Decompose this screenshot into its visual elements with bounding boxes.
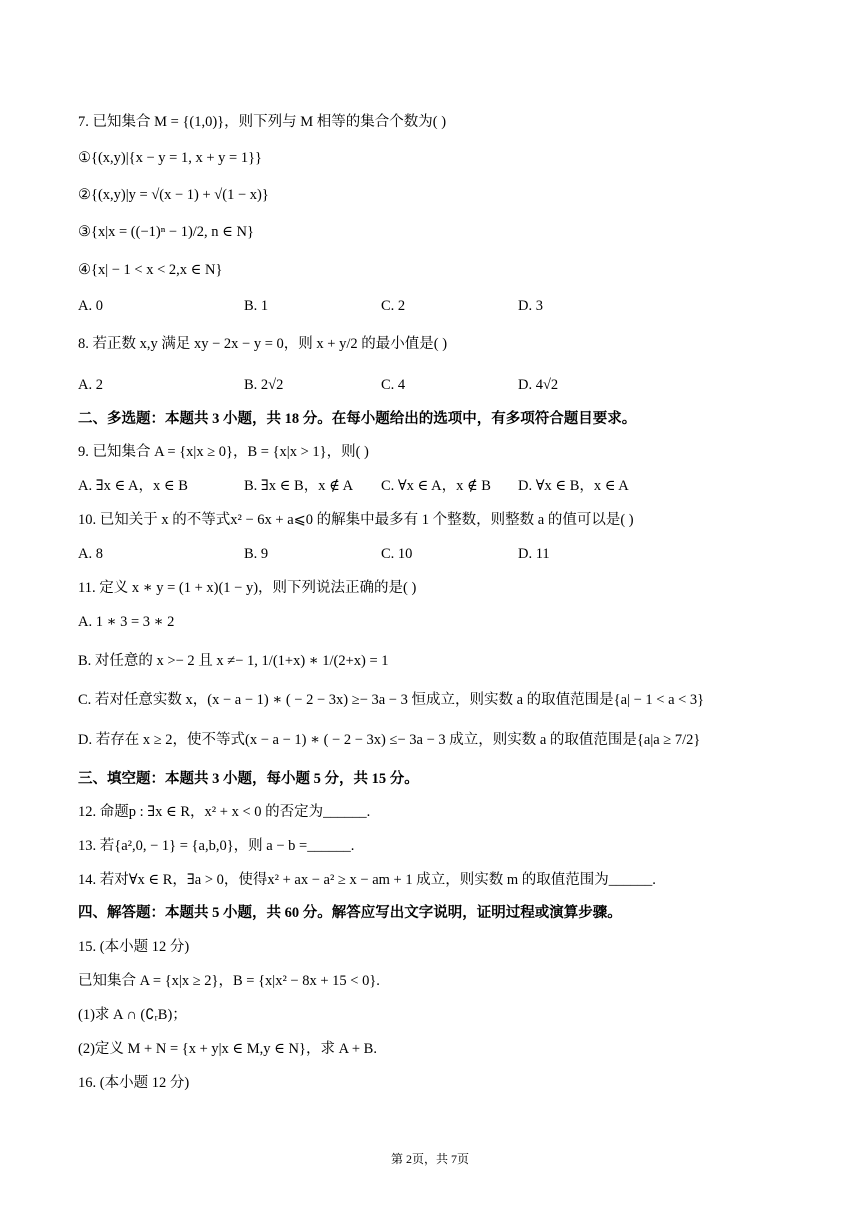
question-10-option-a: A. 8 [78, 546, 103, 562]
question-10-option-d: D. 11 [518, 546, 550, 562]
question-7-item-2: ②{(x,y)|y = √(x − 1) + √(1 − x)} [78, 187, 269, 203]
question-11-stem: 11. 定义 x ∗ y = (1 + x)(1 − y)，则下列说法正确的是( ) [78, 580, 417, 596]
question-15-stem: 已知集合 A = {x|x ≥ 2}，B = {x|x² − 8x + 15 < 0}. [78, 973, 380, 989]
question-9-stem: 9. 已知集合 A = {x|x ≥ 0}，B = {x|x > 1}，则( ) [78, 444, 369, 460]
question-13: 13. 若{a²,0, − 1} = {a,b,0}，则 a − b =______. [78, 838, 355, 854]
question-7-item-4: ④{x| − 1 < x < 2,x ∈ N} [78, 262, 223, 278]
question-12: 12. 命题p : ∃x ∈ R，x² + x < 0 的否定为______. [78, 804, 371, 820]
question-9-option-c: C. ∀x ∈ A，x ∉ B [381, 478, 491, 494]
question-11-option-b: B. 对任意的 x >− 2 且 x ≠− 1, 1/(1+x) ∗ 1/(2+x) = 1 [78, 653, 389, 669]
question-9-option-a: A. ∃x ∈ A，x ∈ B [78, 478, 188, 494]
question-10-stem: 10. 已知关于 x 的不等式x² − 6x + a⩽0 的解集中最多有 1 个整数，则整数 a 的值可以是( ) [78, 512, 634, 528]
question-14: 14. 若对∀x ∈ R，∃a > 0，使得x² + ax − a² ≥ x − am + 1 成立，则实数 m 的取值范围为______. [78, 872, 656, 888]
question-9-option-b: B. ∃x ∈ B，x ∉ A [244, 478, 354, 494]
question-11-option-d: D. 若存在 x ≥ 2，使不等式(x − a − 1) ∗ ( − 2 − 3x) ≤− 3a − 3 成立，则实数 a 的取值范围是{a|a ≥ 7/2} [78, 732, 701, 748]
section-heading-multiple-choice: 二、多选题：本题共 3 小题，共 18 分。在每小题给出的选项中，有多项符合题目要求。 [78, 411, 637, 427]
page-footer: 第 2页，共 7页 [390, 1152, 469, 1166]
question-9-option-d: D. ∀x ∈ B，x ∈ A [518, 478, 629, 494]
question-16-header: 16. (本小题 12 分) [78, 1075, 190, 1091]
question-7-option-c: C. 2 [381, 298, 406, 314]
section-heading-fill-in: 三、填空题：本题共 3 小题，每小题 5 分，共 15 分。 [78, 771, 419, 787]
section-heading-solutions: 四、解答题：本题共 5 小题，共 60 分。解答应写出文字说明，证明过程或演算步骤。 [78, 905, 622, 921]
question-8-option-a: A. 2 [78, 377, 103, 393]
question-7-option-a: A. 0 [78, 298, 103, 314]
question-7-item-3: ③{x|x = ((−1)ⁿ − 1)/2, n ∈ N} [78, 224, 254, 240]
question-10-option-b: B. 9 [244, 546, 269, 562]
question-8-stem: 8. 若正数 x,y 满足 xy − 2x − y = 0，则 x + y/2 的最小值是( ) [78, 336, 448, 352]
question-11-option-a: A. 1 ∗ 3 = 3 ∗ 2 [78, 614, 175, 630]
question-15-part-1: (1)求 A ∩ (∁ᵣB)； [78, 1007, 187, 1023]
question-15-part-2: (2)定义 M + N = {x + y|x ∈ M,y ∈ N}，求 A + B. [78, 1041, 377, 1057]
question-8-option-b: B. 2√2 [244, 377, 284, 393]
question-10-option-c: C. 10 [381, 546, 413, 562]
question-8-option-d: D. 4√2 [518, 377, 559, 393]
question-11-option-c: C. 若对任意实数 x，(x − a − 1) ∗ ( − 2 − 3x) ≥− 3a − 3 恒成立，则实数 a 的取值范围是{a| − 1 < a < 3} [78, 692, 705, 708]
question-7-option-d: D. 3 [518, 298, 543, 314]
question-7-stem: 7. 已知集合 M = {(1,0)}，则下列与 M 相等的集合个数为( ) [78, 114, 447, 130]
question-8-option-c: C. 4 [381, 377, 406, 393]
question-7-item-1: ①{(x,y)|{x − y = 1, x + y = 1}} [78, 150, 262, 166]
question-15-header: 15. (本小题 12 分) [78, 939, 190, 955]
question-7-option-b: B. 1 [244, 298, 269, 314]
